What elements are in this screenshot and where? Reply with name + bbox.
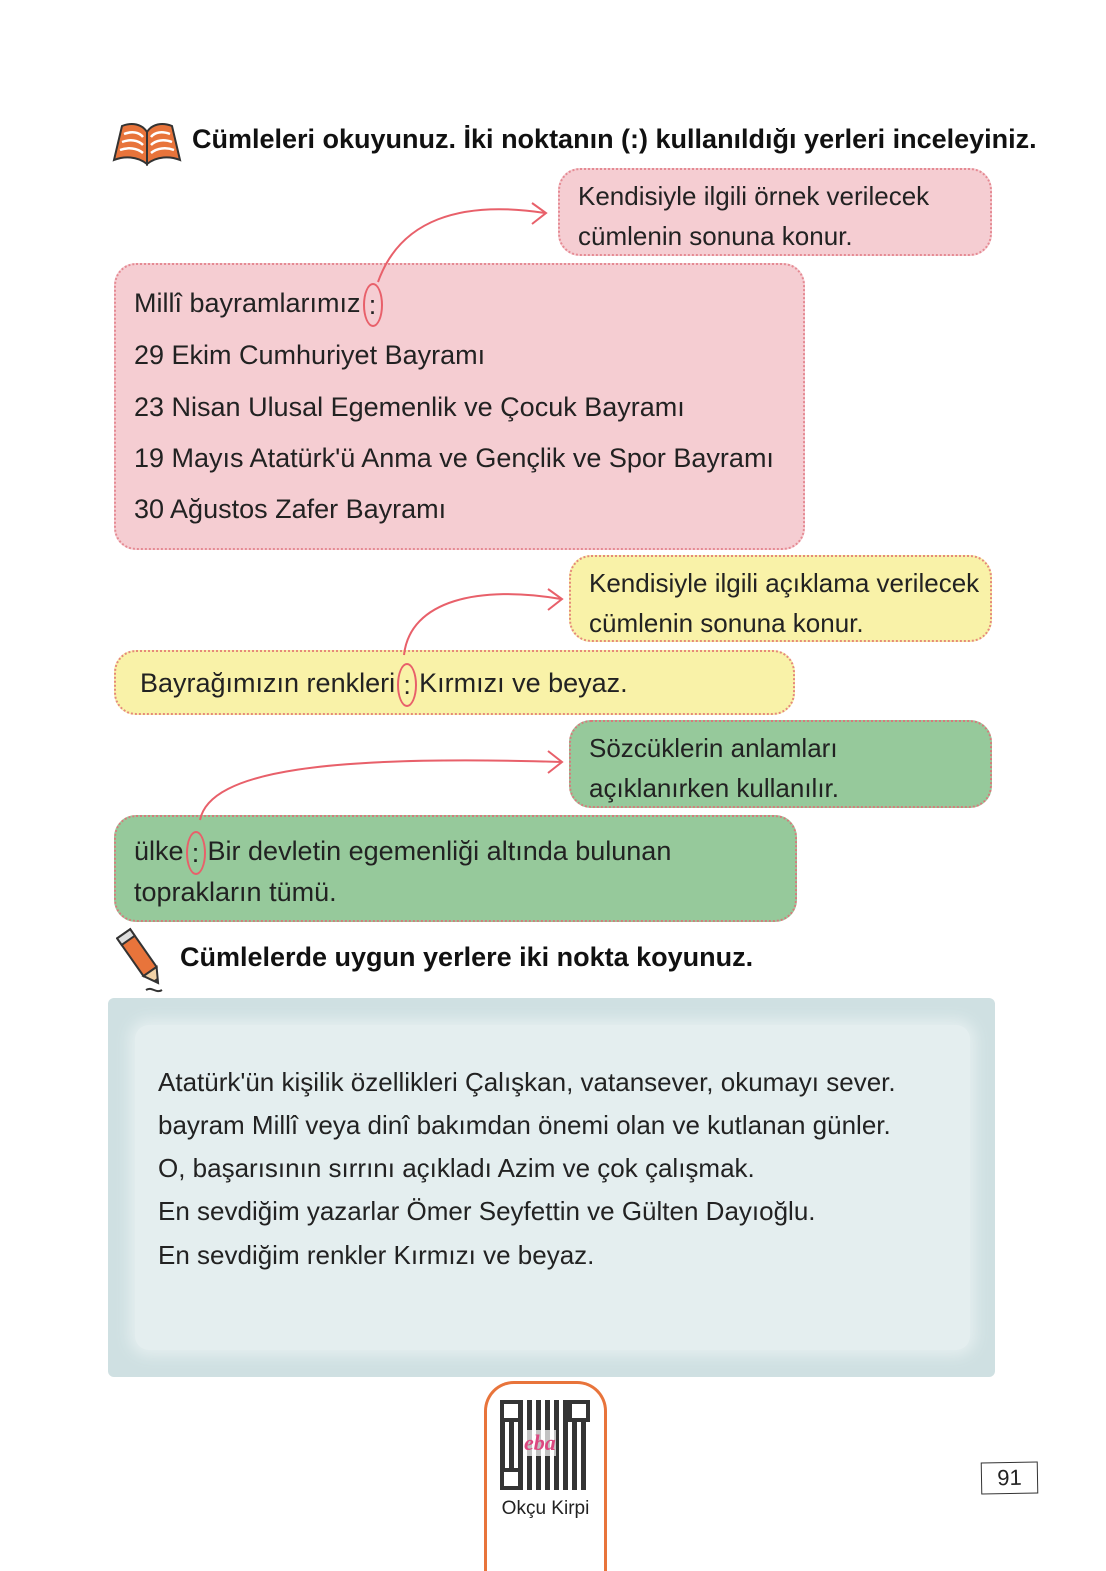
note-line: açıklanırken kullanılır.: [589, 773, 840, 803]
exercise-sentence[interactable]: bayram Millî veya dinî bakımdan önemi olan ve kutlanan günler.: [158, 1110, 891, 1140]
open-book-icon: [112, 118, 182, 168]
page-number: [981, 1462, 1039, 1495]
example-sentence: [140, 658, 628, 709]
qr-caption: Okçu Kirpi: [501, 1498, 590, 1519]
note-definition-rule: [569, 720, 992, 808]
note-line: Kendisiyle ilgili açıklama verilecek: [589, 568, 980, 598]
example-lead: [134, 278, 385, 329]
qr-tab[interactable]: [484, 1381, 607, 1571]
exercise-panel: [108, 998, 995, 1377]
note-line: Kendisiyle ilgili örnek verilecek: [578, 181, 930, 211]
exercise-sentence[interactable]: Atatürk'ün kişilik özellikleri Çalışkan, vatansever, okumayı sever.: [158, 1067, 896, 1097]
list-item: 30 Ağustos Zafer Bayramı: [134, 494, 447, 524]
sentence-before: ülke: [134, 836, 184, 866]
colon-highlight: :: [397, 663, 417, 707]
exercise-sentence[interactable]: En sevdiğim yazarlar Ömer Seyfettin ve Gülten Dayıoğlu.: [158, 1196, 816, 1226]
sentence-before: Bayrağımızın renkleri: [140, 668, 396, 698]
list-item: 29 Ekim Cumhuriyet Bayramı: [134, 340, 486, 370]
example-lead-text: Millî bayramlarımız: [134, 288, 361, 318]
example-holidays-box: [114, 263, 805, 550]
note-line: Sözcüklerin anlamları: [589, 733, 838, 763]
sentence-after: Bir devletin egemenliği altında bulunan: [207, 836, 672, 866]
pencil-icon: [116, 924, 168, 996]
exercise-inner: [135, 1025, 970, 1350]
section1-heading: Cümleleri okuyunuz. İki noktanın (:) kullanıldığı yerleri inceleyiniz.: [192, 124, 1037, 154]
note-explanation-rule: [569, 555, 992, 642]
list-item: 23 Nisan Ulusal Egemenlik ve Çocuk Bayramı: [134, 392, 685, 422]
exercise-sentence[interactable]: O, başarısının sırrını açıkladı Azim ve çok çalışmak.: [158, 1153, 755, 1183]
sentence-line2: toprakların tümü.: [134, 877, 337, 907]
qr-code[interactable]: [500, 1400, 590, 1490]
note-example-rule: [558, 168, 992, 256]
exercise-sentence[interactable]: En sevdiğim renkler Kırmızı ve beyaz.: [158, 1240, 595, 1270]
note-line: cümlenin sonuna konur.: [589, 608, 864, 638]
sentence-after: Kırmızı ve beyaz.: [419, 668, 628, 698]
example-definition-box: [114, 815, 797, 922]
example-flag-box: [114, 650, 795, 715]
eba-logo: eba: [524, 1430, 556, 1455]
colon-highlight: :: [363, 283, 383, 327]
note-line: cümlenin sonuna konur.: [578, 221, 853, 251]
page-number-text: 91: [997, 1464, 1022, 1491]
colon-highlight: :: [186, 831, 206, 875]
arrow-2: [404, 594, 561, 655]
list-item: 19 Mayıs Atatürk'ü Anma ve Gençlik ve Spor Bayramı: [134, 443, 774, 473]
section2-heading: Cümlelerde uygun yerlere iki nokta koyunuz.: [180, 942, 754, 972]
arrow-3: [200, 760, 562, 820]
